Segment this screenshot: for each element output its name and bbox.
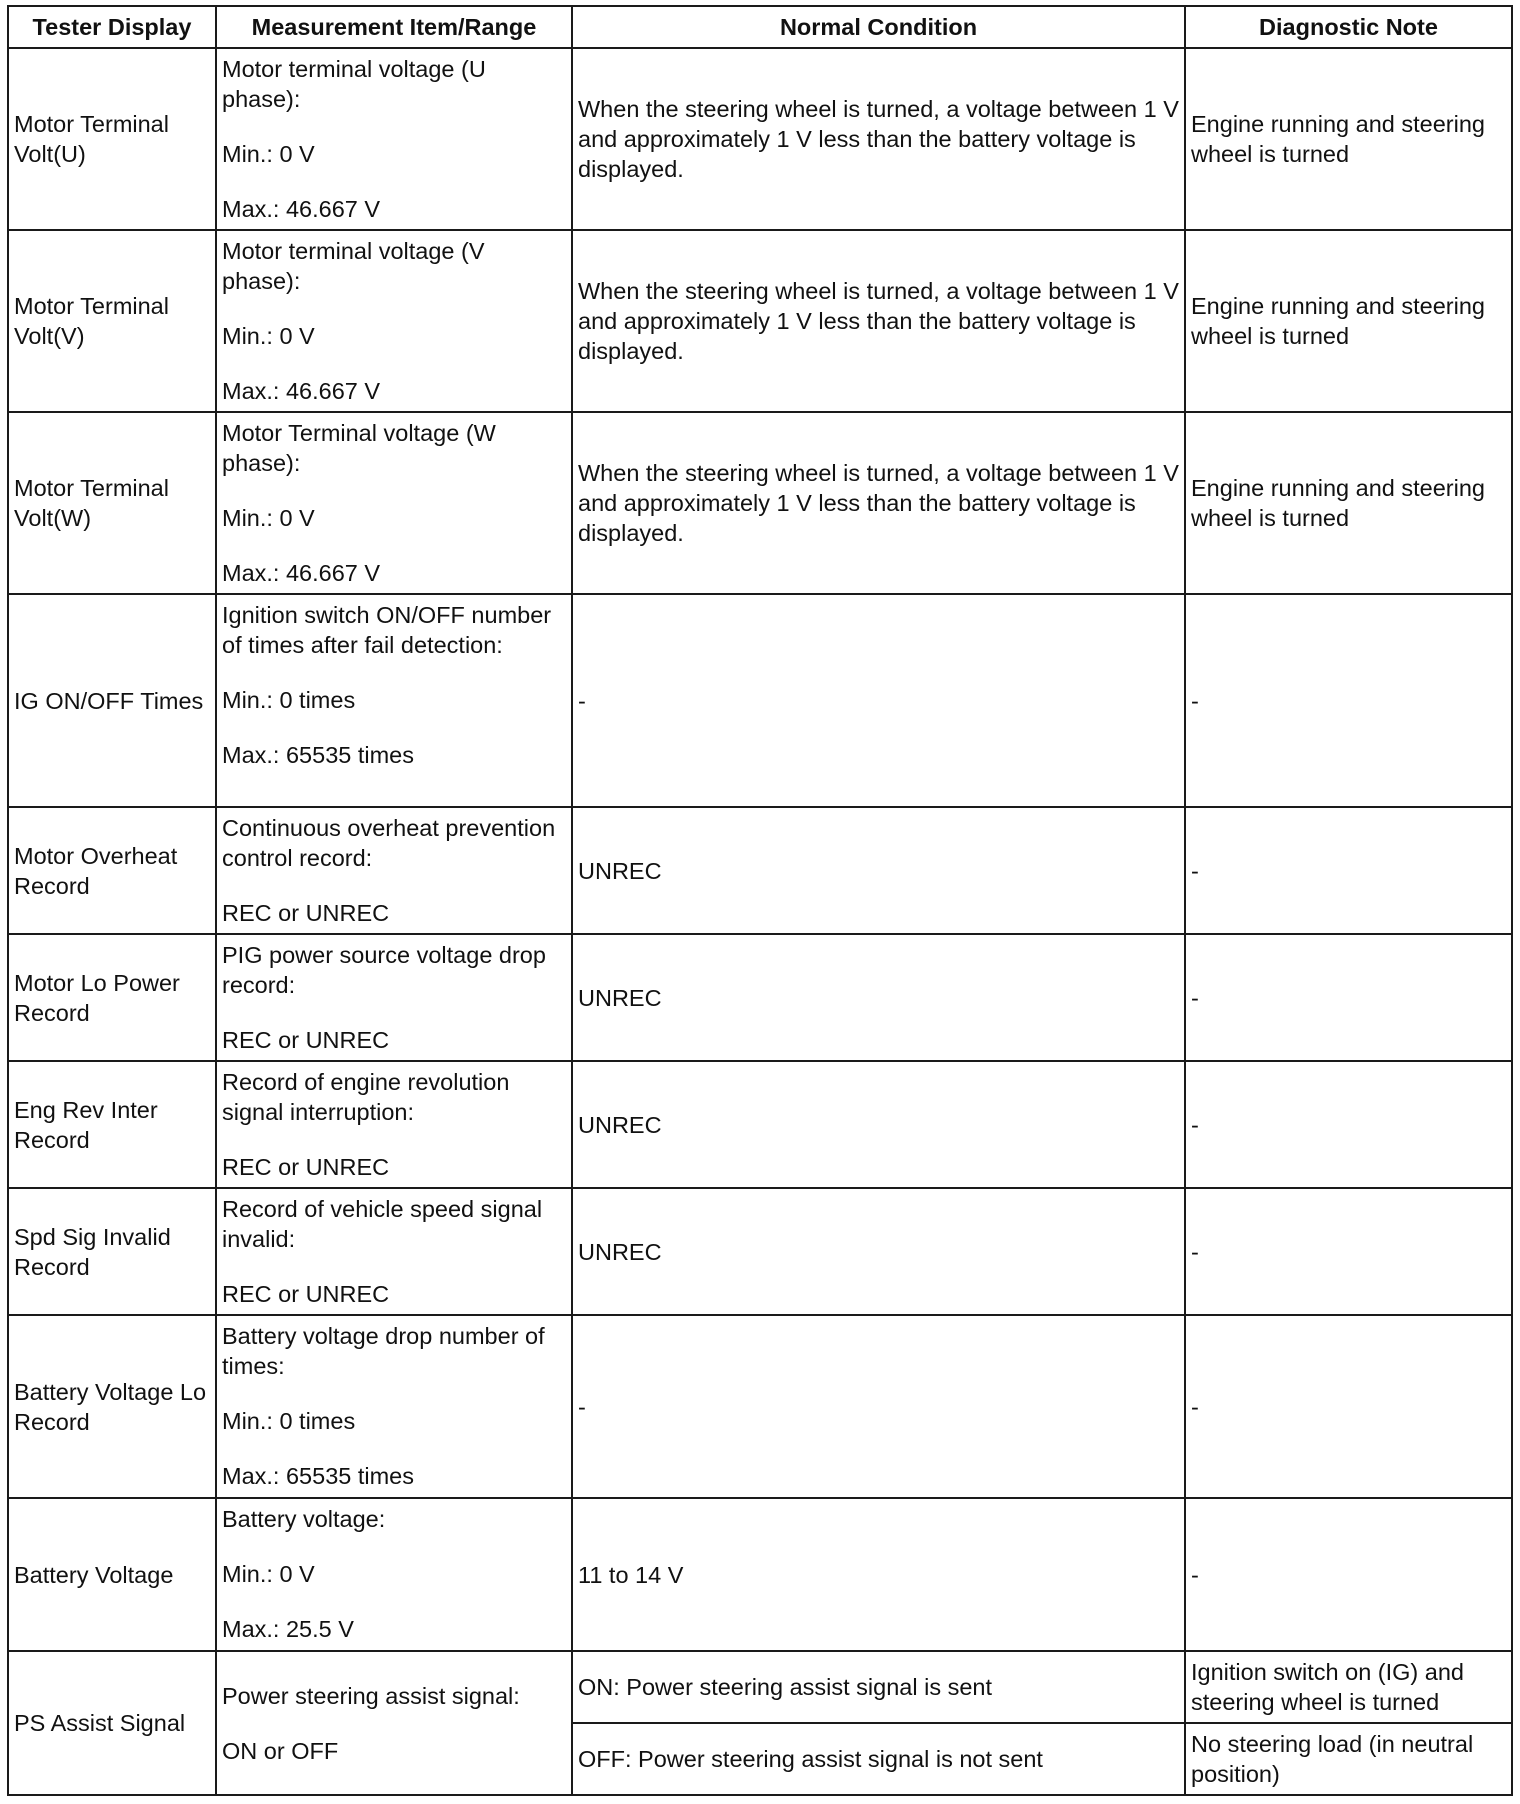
tester-display-cell: Spd Sig Invalid Record	[8, 1188, 216, 1315]
measurement-line: Max.: 65535 times	[222, 742, 415, 768]
measurement-line: REC or UNREC	[222, 900, 390, 926]
diagnostic-note-cell: -	[1185, 1498, 1512, 1651]
measurement-line: Motor Terminal voltage (W phase):	[222, 420, 496, 476]
measurement-line: Max.: 46.667 V	[222, 378, 381, 404]
measurement-line: Continuous overheat prevention control record:	[222, 815, 556, 871]
table-row	[8, 48, 1512, 230]
table-header-row	[8, 6, 1512, 48]
measurement-line: Motor terminal voltage (V phase):	[222, 238, 485, 294]
measurement-line: Max.: 46.667 V	[222, 196, 381, 222]
normal-condition-cell: 11 to 14 V	[572, 1498, 1185, 1651]
normal-condition-cell: -	[572, 1315, 1185, 1498]
measurement-line: Min.: 0 times	[222, 687, 356, 713]
table-row	[8, 1498, 1512, 1651]
tester-display-cell: IG ON/OFF Times	[8, 594, 216, 807]
diagnostic-note-cell: -	[1185, 1061, 1512, 1188]
normal-condition-cell: When the steering wheel is turned, a voltage between 1 V and approximately 1 V less than the battery voltage is displayed.	[572, 230, 1185, 412]
measurement-line: Min.: 0 V	[222, 505, 315, 531]
tester-display-cell: Battery Voltage	[8, 1498, 216, 1651]
diagnostic-note-cell: Engine running and steering wheel is turned	[1185, 230, 1512, 412]
measurement-line: Max.: 25.5 V	[222, 1616, 354, 1642]
table-row	[8, 594, 1512, 807]
table-row	[8, 1651, 1512, 1723]
normal-condition-cell: ON: Power steering assist signal is sent	[572, 1651, 1185, 1723]
diagnostic-note-cell: Ignition switch on (IG) and steering wheel is turned	[1185, 1651, 1512, 1723]
tester-display-cell: Motor Terminal Volt(U)	[8, 48, 216, 230]
measurement-line: Min.: 0 times	[222, 1408, 356, 1434]
measurement-line: Record of vehicle speed signal invalid:	[222, 1196, 543, 1252]
tester-display-cell: Motor Terminal Volt(V)	[8, 230, 216, 412]
measurement-cell	[216, 1651, 572, 1795]
measurement-line: Max.: 65535 times	[222, 1463, 415, 1489]
measurement-cell	[216, 48, 572, 230]
measurement-line: Record of engine revolution signal interruption:	[222, 1069, 510, 1125]
measurement-cell	[216, 594, 572, 807]
normal-condition-cell: When the steering wheel is turned, a voltage between 1 V and approximately 1 V less than the battery voltage is displayed.	[572, 48, 1185, 230]
diagnostic-note-cell: -	[1185, 1315, 1512, 1498]
table-row	[8, 1188, 1512, 1315]
normal-condition-cell: UNREC	[572, 1061, 1185, 1188]
normal-condition-cell: UNREC	[572, 1188, 1185, 1315]
header-normal-condition: Normal Condition	[572, 6, 1185, 48]
table-row	[8, 412, 1512, 594]
data-list-table	[7, 5, 1513, 1796]
table-row	[8, 934, 1512, 1061]
measurement-cell	[216, 807, 572, 934]
measurement-line: Battery voltage drop number of times:	[222, 1323, 545, 1379]
tester-display-cell: Battery Voltage Lo Record	[8, 1315, 216, 1498]
measurement-line: Min.: 0 V	[222, 323, 315, 349]
measurement-cell	[216, 1315, 572, 1498]
measurement-line: REC or UNREC	[222, 1154, 390, 1180]
measurement-line: Motor terminal voltage (U phase):	[222, 56, 486, 112]
normal-condition-cell: UNREC	[572, 807, 1185, 934]
diagnostic-note-cell: -	[1185, 807, 1512, 934]
measurement-cell	[216, 1188, 572, 1315]
normal-condition-cell: OFF: Power steering assist signal is not sent	[572, 1723, 1185, 1795]
measurement-line: PIG power source voltage drop record:	[222, 942, 546, 998]
table-row	[8, 807, 1512, 934]
tester-display-cell: Motor Terminal Volt(W)	[8, 412, 216, 594]
table-row	[8, 1315, 1512, 1498]
measurement-cell	[216, 934, 572, 1061]
measurement-line: ON or OFF	[222, 1737, 339, 1764]
diagnostic-note-cell: -	[1185, 594, 1512, 807]
normal-condition-cell: UNREC	[572, 934, 1185, 1061]
header-diagnostic-note: Diagnostic Note	[1185, 6, 1512, 48]
measurement-line: Min.: 0 V	[222, 141, 315, 167]
diagnostic-note-cell: Engine running and steering wheel is turned	[1185, 48, 1512, 230]
measurement-line: Max.: 46.667 V	[222, 560, 381, 586]
measurement-line: Power steering assist signal:	[222, 1682, 520, 1709]
measurement-cell	[216, 1498, 572, 1651]
table-row	[8, 1061, 1512, 1188]
table-row	[8, 230, 1512, 412]
header-measurement-item: Measurement Item/Range	[216, 6, 572, 48]
measurement-cell	[216, 1061, 572, 1188]
tester-display-cell: PS Assist Signal	[8, 1651, 216, 1795]
diagnostic-note-cell: No steering load (in neutral position)	[1185, 1723, 1512, 1795]
diagnostic-note-cell: -	[1185, 934, 1512, 1061]
normal-condition-cell: When the steering wheel is turned, a voltage between 1 V and approximately 1 V less than the battery voltage is displayed.	[572, 412, 1185, 594]
measurement-line: REC or UNREC	[222, 1027, 390, 1053]
measurement-line: Battery voltage:	[222, 1506, 386, 1532]
measurement-line: REC or UNREC	[222, 1281, 390, 1307]
tester-display-cell: Eng Rev Inter Record	[8, 1061, 216, 1188]
tester-display-cell: Motor Overheat Record	[8, 807, 216, 934]
diagnostic-note-cell: -	[1185, 1188, 1512, 1315]
diagnostic-note-cell: Engine running and steering wheel is turned	[1185, 412, 1512, 594]
tester-display-cell: Motor Lo Power Record	[8, 934, 216, 1061]
measurement-line: Ignition switch ON/OFF number of times after fail detection:	[222, 602, 552, 658]
measurement-cell	[216, 412, 572, 594]
normal-condition-cell: -	[572, 594, 1185, 807]
measurement-line: Min.: 0 V	[222, 1561, 315, 1587]
measurement-cell	[216, 230, 572, 412]
header-tester-display: Tester Display	[8, 6, 216, 48]
